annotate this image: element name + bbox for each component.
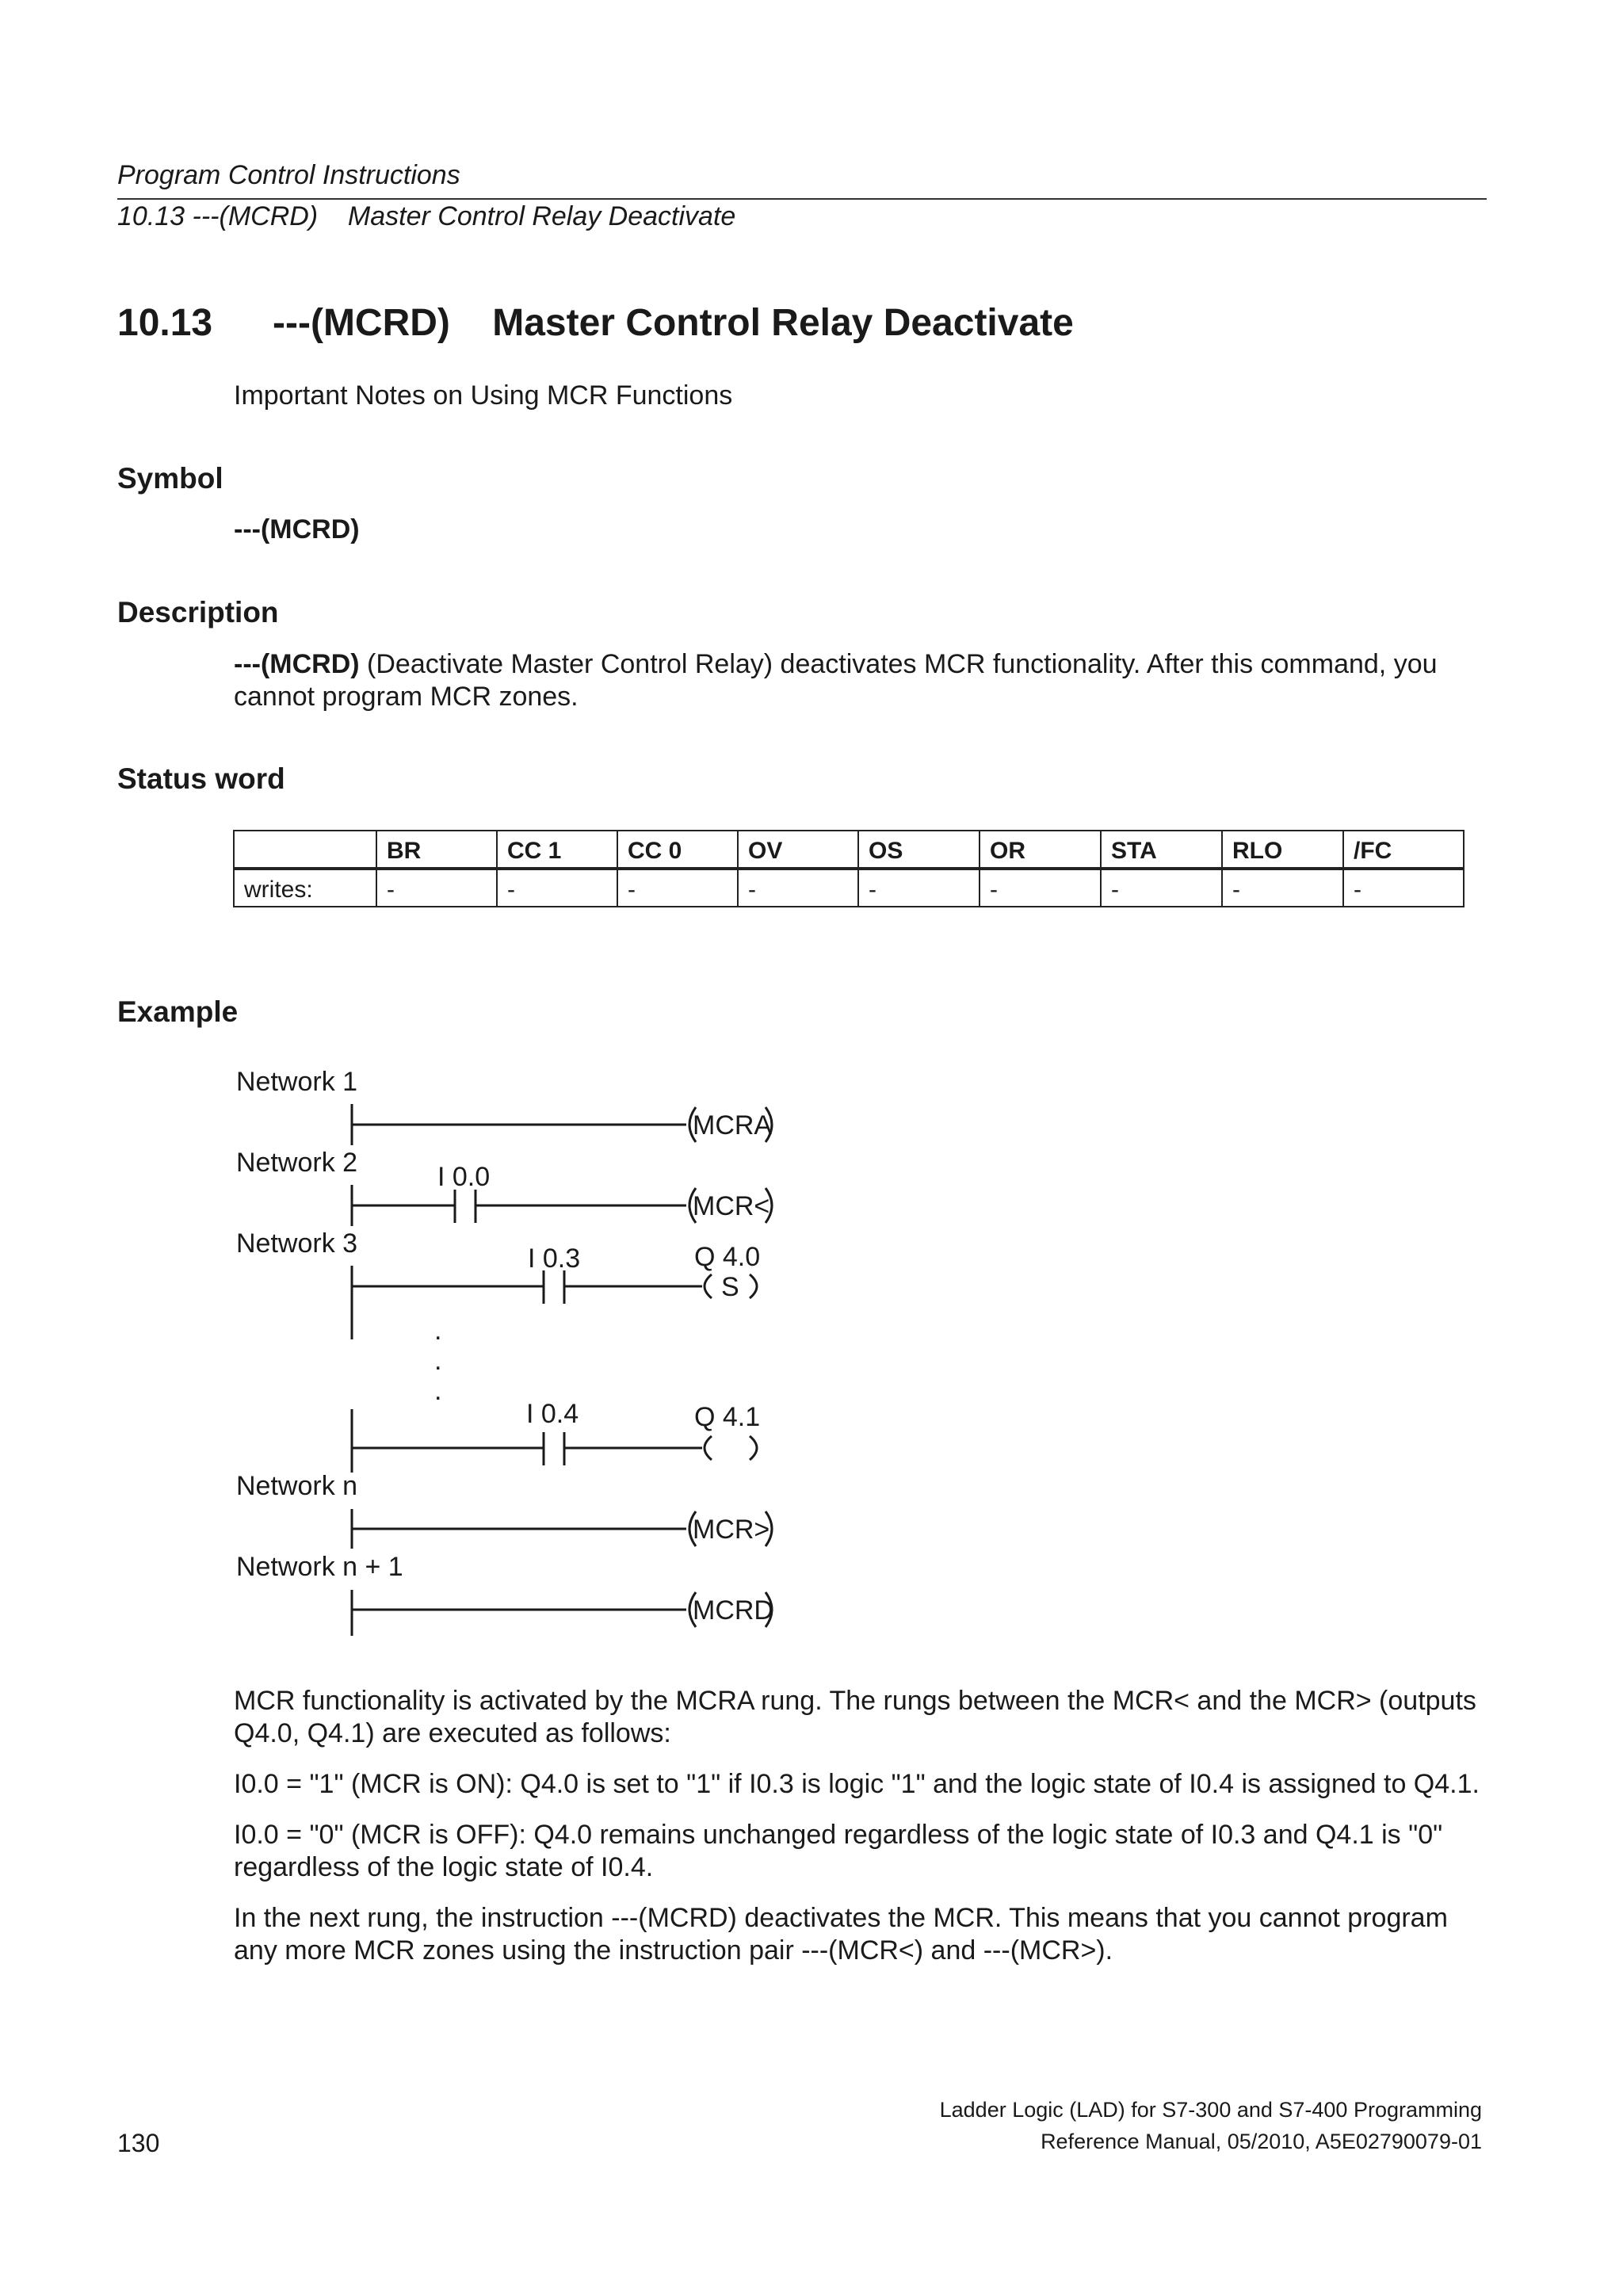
contact-label: I 0.0 (437, 1162, 491, 1192)
output-label: Q 4.1 (694, 1402, 761, 1432)
rung-network-1 (352, 1104, 772, 1145)
explanation (234, 1685, 1486, 1985)
footer-line-1: Ladder Logic (LAD) for S7-300 and S7-400 Programming (939, 2098, 1482, 2122)
rung-network-2 (352, 1162, 772, 1226)
coil-label-mcr-close: MCR> (693, 1515, 770, 1545)
ellipsis-dot: . (434, 1316, 442, 1346)
coil-right-arc (750, 1274, 757, 1298)
explanation-paragraph: MCR functionality is activated by the MCRA rung. The rungs between the MCR< and the MCR> (outputs Q4.0, Q4.1) are executed as follows: (234, 1686, 1476, 1748)
status-cell: - (617, 869, 738, 907)
running-header-section: Program Control Instructions (117, 160, 460, 190)
mcr-notes-link[interactable]: Important Notes on Using MCR Functions (234, 380, 733, 411)
status-cell: - (1343, 869, 1464, 907)
symbol-value: ---(MCRD) (234, 514, 360, 544)
coil-left-arc (705, 1274, 712, 1298)
status-cell: - (1222, 869, 1343, 907)
status-col-header: CC 0 (617, 831, 738, 869)
explanation-paragraph: I0.0 = "1" (MCR is ON): Q4.0 is set to "1" if I0.3 is logic "1" and the logic state of I0.4 is assigned to Q4.1. (234, 1769, 1480, 1799)
status-cell: - (980, 869, 1101, 907)
status-cell: - (1101, 869, 1222, 907)
status-cell: - (738, 869, 858, 907)
status-col-header: OR (980, 831, 1101, 869)
footer-line-2: Reference Manual, 05/2010, A5E02790079-01 (1041, 2130, 1482, 2153)
network-label: Network 2 (236, 1148, 358, 1178)
status-col-header: OV (738, 831, 858, 869)
status-col-header: STA (1101, 831, 1222, 869)
rung-network-3 (352, 1242, 760, 1339)
description-heading: Description (117, 596, 279, 628)
footer-citation (713, 2094, 1482, 2157)
status-col-header: /FC (1343, 831, 1464, 869)
status-cell: - (858, 869, 980, 907)
status-word-heading: Status word (117, 762, 285, 795)
status-cell: - (497, 869, 617, 907)
status-col-header: BR (376, 831, 497, 869)
coil-left-arc (705, 1436, 712, 1460)
page-number: 130 (117, 2129, 160, 2157)
ellipsis-dot: . (434, 1346, 442, 1376)
coil-right-arc (750, 1436, 757, 1460)
description-bold-lead: ---(MCRD) (234, 649, 360, 679)
network-label: Network n + 1 (236, 1552, 403, 1582)
rung-network-n (352, 1509, 772, 1549)
rung-network-n-plus-1 (352, 1590, 773, 1636)
contact-label: I 0.4 (526, 1399, 579, 1429)
running-header-subsection: 10.13 ---(MCRD) Master Control Relay Deactivate (117, 201, 736, 231)
symbol-heading: Symbol (117, 462, 223, 495)
explanation-paragraph: I0.0 = "0" (MCR is OFF): Q4.0 remains unchanged regardless of the logic state of I0.3 and Q4.1 is "0" regardless of the logic state of I0.4. (234, 1820, 1443, 1882)
explanation-paragraph: In the next rung, the instruction ---(MCRD) deactivates the MCR. This means that you cannot program any more MCR zones using the instruction pair ---(MCR<) and ---(MCR>). (234, 1903, 1448, 1966)
rung-network-last-output (352, 1399, 760, 1473)
status-cell: writes: (234, 869, 376, 907)
page-title: ---(MCRD) Master Control Relay Deactivate (273, 302, 1074, 344)
example-heading: Example (117, 995, 239, 1028)
coil-label-mcra: MCRA (693, 1110, 773, 1140)
status-col-header: CC 1 (497, 831, 617, 869)
description-body: (Deactivate Master Control Relay) deactivates MCR functionality. After this command, you cannot program MCR zones. (234, 649, 1438, 712)
coil-label-set: S (721, 1272, 739, 1302)
status-col-header: RLO (1222, 831, 1343, 869)
ellipsis-dot: . (434, 1376, 442, 1406)
network-label: Network 3 (236, 1228, 358, 1259)
coil-label-mcrd: MCRD (693, 1595, 773, 1626)
network-label: Network 1 (236, 1067, 358, 1097)
coil-label-mcr-open: MCR< (693, 1191, 770, 1221)
page-title-number: 10.13 (117, 302, 213, 344)
status-col-header: OS (858, 831, 980, 869)
network-label: Network n (236, 1471, 358, 1501)
contact-label: I 0.3 (528, 1244, 581, 1274)
status-cell: - (376, 869, 497, 907)
output-label: Q 4.0 (694, 1242, 761, 1272)
